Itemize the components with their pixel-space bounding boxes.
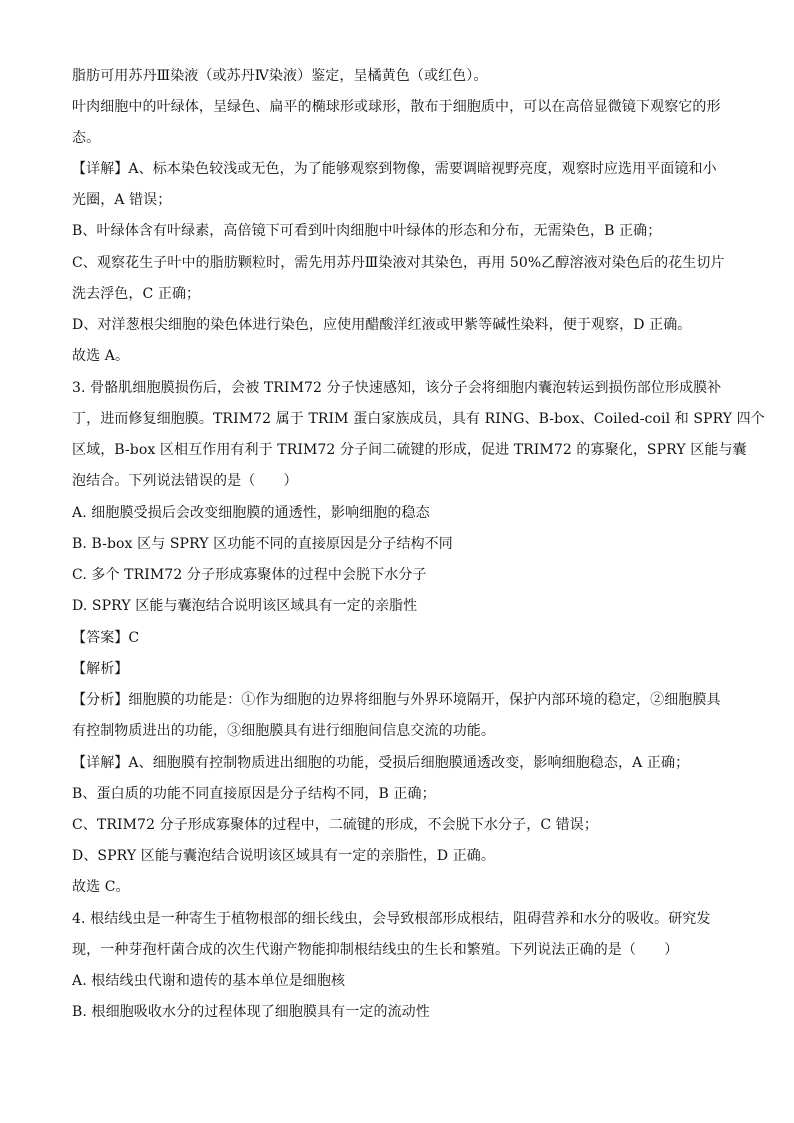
- text-line: 态。: [72, 130, 101, 146]
- question-stem-line: 4. 根结线虫是一种寄生于植物根部的细长线虫，会导致根部形成根结，阻碍营养和水分的吸收。研究发: [72, 911, 711, 927]
- text-line: 【分析】细胞膜的功能是：①作为细胞的边界将细胞与外界环境隔开，保护内部环境的稳定，②细胞膜具: [72, 692, 721, 708]
- text-line: 【详解】A、细胞膜有控制物质进出细胞的功能，受损后细胞膜通透改变，影响细胞稳态，A 正确；: [72, 755, 690, 771]
- text-line: D、对洋葱根尖细胞的染色体进行染色，应使用醋酸洋红液或甲紫等碱性染料，便于观察，D 正确。: [72, 317, 692, 333]
- question-stem-line: 3. 骨骼肌细胞膜损伤后，会被 TRIM72 分子快速感知，该分子会将细胞内囊泡转运到损伤部位形成膜补: [72, 380, 722, 396]
- option-line: A. 细胞膜受损后会改变细胞膜的通透性，影响细胞的稳态: [72, 505, 430, 521]
- text-line: C、观察花生子叶中的脂肪颗粒时，需先用苏丹Ⅲ染液对其染色，再用 50%乙醇溶液对染色后的花生切片: [72, 255, 725, 271]
- text-line: 脂肪可用苏丹Ⅲ染液（或苏丹Ⅳ染液）鉴定，呈橘黄色（或红色）。: [72, 68, 488, 84]
- question-stem-line: 现，一种芽孢杆菌合成的次生代谢产物能抑制根结线虫的生长和繁殖。下列说法正确的是（ ）: [72, 942, 679, 958]
- text-line: 光圈，A 错误；: [72, 192, 172, 208]
- analysis-heading: 【解析】: [72, 661, 129, 677]
- text-line: C、TRIM72 分子形成寡聚体的过程中，二硫键的形成，不会脱下水分子，C 错误；: [72, 817, 598, 833]
- answer-label: 【答案】C: [72, 630, 140, 646]
- text-line: 洗去浮色，C 正确；: [72, 286, 201, 302]
- text-line: 有控制物质进出的功能，③细胞膜具有进行细胞间信息交流的功能。: [72, 723, 495, 739]
- text-line: 叶肉细胞中的叶绿体，呈绿色、扁平的椭球形或球形，散布于细胞质中，可以在高倍显微镜下观察它的形: [72, 99, 721, 115]
- option-line: A. 根结线虫代谢和遗传的基本单位是细胞核: [72, 973, 346, 989]
- text-line: 故选 A。: [72, 348, 130, 364]
- question-stem-line: 丁，进而修复细胞膜。TRIM72 属于 TRIM 蛋白家族成员，具有 RING、B-box、Coiled-coil 和 SPRY 四个: [72, 411, 765, 427]
- option-line: D. SPRY 区能与囊泡结合说明该区域具有一定的亲脂性: [72, 598, 418, 614]
- text-line: D、SPRY 区能与囊泡结合说明该区域具有一定的亲脂性，D 正确。: [72, 848, 496, 864]
- option-line: B. 根细胞吸收水分的过程体现了细胞膜具有一定的流动性: [72, 1004, 430, 1020]
- question-stem-line: 泡结合。下列说法错误的是（ ）: [72, 473, 298, 489]
- option-line: C. 多个 TRIM72 分子形成寡聚体的过程中会脱下水分子: [72, 567, 427, 583]
- question-stem-line: 区域，B-box 区相互作用有利于 TRIM72 分子间二硫键的形成，促进 TRIM72 的寡聚化，SPRY 区能与囊: [72, 442, 747, 458]
- text-line: 【详解】A、标本染色较浅或无色，为了能够观察到物像，需要调暗视野亮度，观察时应选用平面镜和小: [72, 161, 717, 177]
- option-line: B. B-box 区与 SPRY 区功能不同的直接原因是分子结构不同: [72, 536, 453, 552]
- text-line: 故选 C。: [72, 879, 130, 895]
- text-line: B、叶绿体含有叶绿素，高倍镜下可看到叶肉细胞中叶绿体的形态和分布，无需染色，B 正确；: [72, 223, 662, 239]
- text-line: B、蛋白质的功能不同直接原因是分子结构不同，B 正确；: [72, 786, 436, 802]
